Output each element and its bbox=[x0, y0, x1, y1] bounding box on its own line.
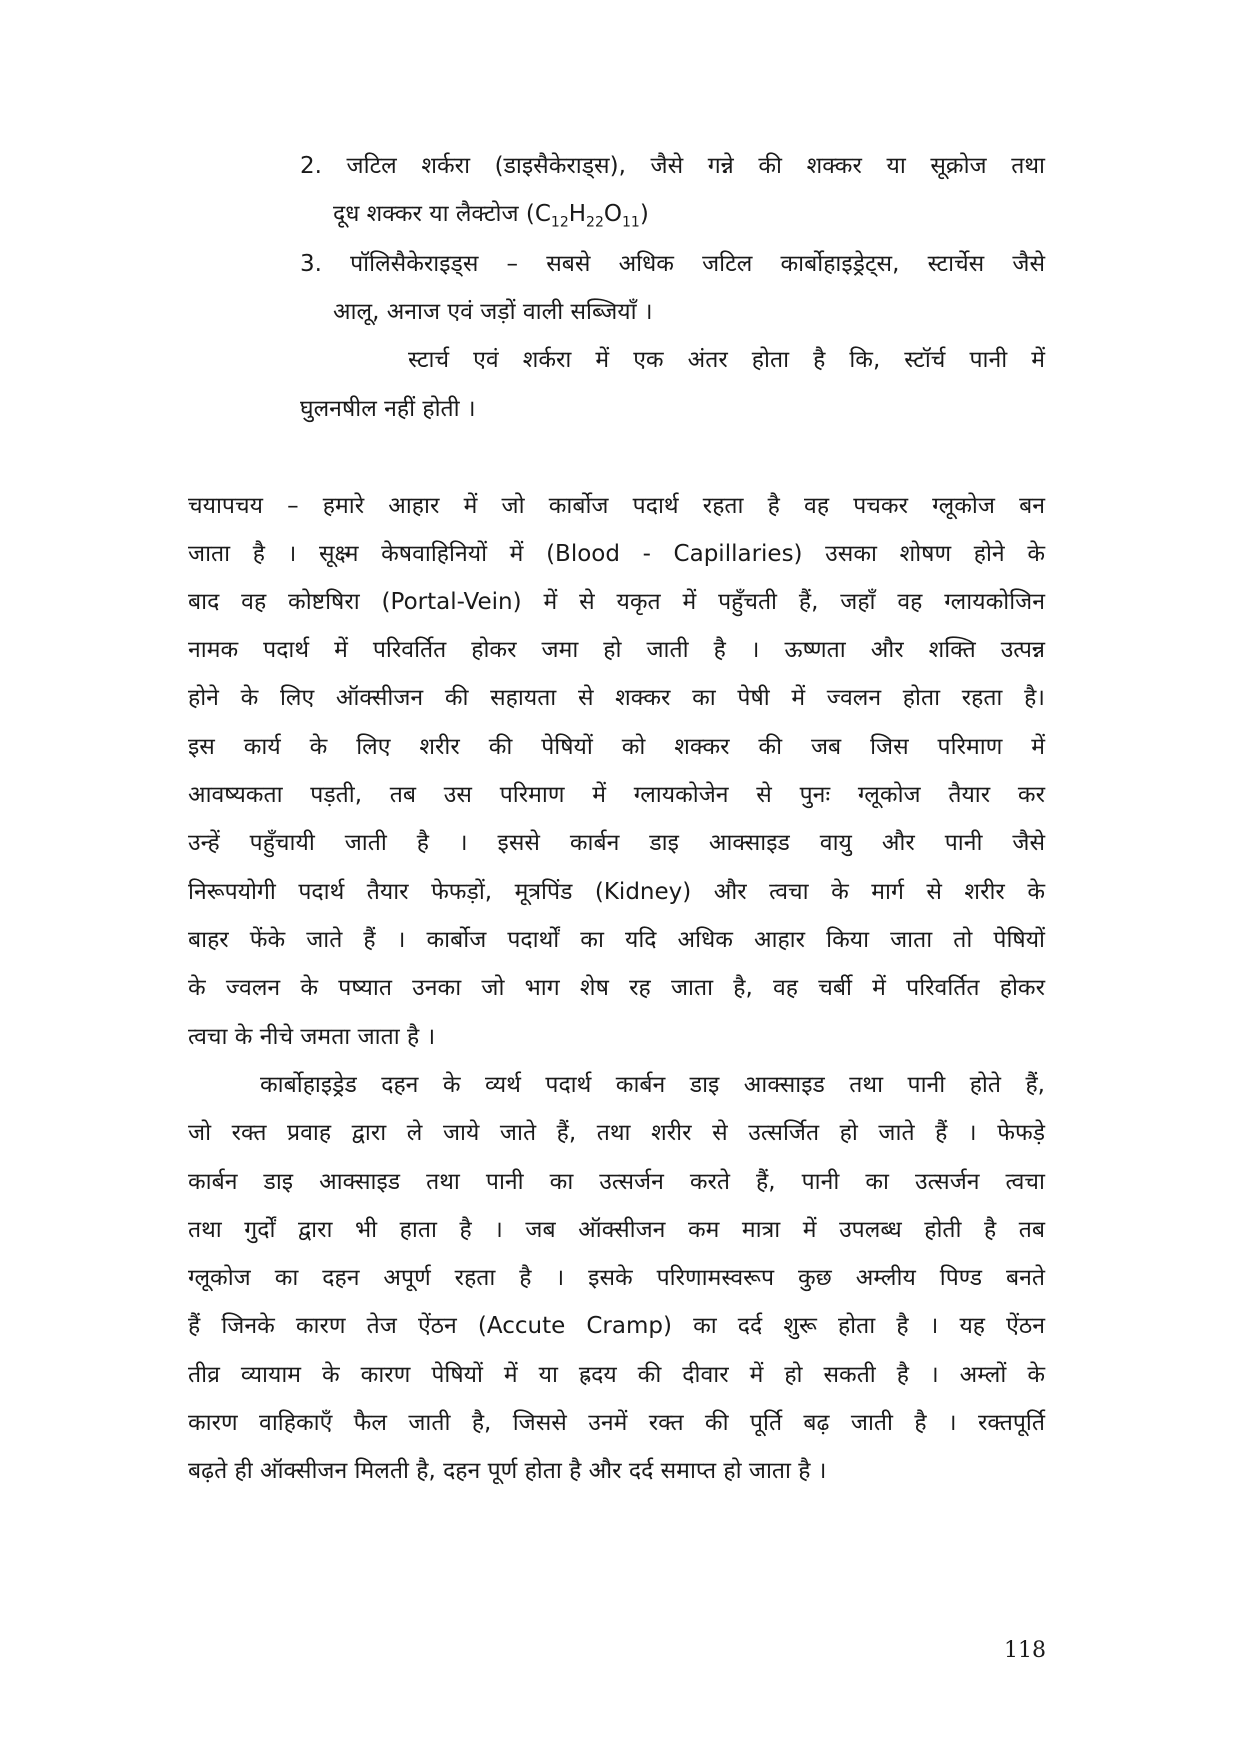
formula-h: H bbox=[568, 201, 587, 227]
paragraph-2-line: तथा गुर्दों द्वारा भी हाता है । जब ऑक्सीजन कम मात्रा में उपलब्ध होती है तब bbox=[188, 1217, 1045, 1243]
paragraph-1-line: आवष्यकता पड़ती, तब उस परिमाण में ग्लायकोजेन से पुनः ग्लूकोज तैयार कर bbox=[188, 782, 1045, 808]
paragraph-2-line: जो रक्त प्रवाह द्वारा ले जाये जाते हैं, तथा शरीर से उत्सर्जित हो जाते हैं । फेफड़े bbox=[188, 1120, 1045, 1146]
formula-close: ) bbox=[639, 201, 649, 227]
note-line-1: स्टार्च एवं शर्करा में एक अंतर होता है कि, स्टॉर्च पानी में bbox=[408, 347, 1045, 373]
paragraph-1-line: जाता है । सूक्ष्म केषवाहिनियों में (Blood - Capillaries) उसका शोषण होने के bbox=[188, 541, 1045, 567]
paragraph-1-line: नामक पदार्थ में परिवर्तित होकर जमा हो जाती है । ऊष्णता और शक्ति उत्पन्न bbox=[188, 637, 1045, 663]
note-line-2: घुलनषील नहीं होती । bbox=[300, 396, 476, 422]
list-item-2-text: दूध शक्कर या लैक्टोज (C bbox=[333, 201, 551, 227]
list-item-3-line-1: 3. पॉलिसैकेराइड्स – सबसे अधिक जटिल कार्बोहाइड्रेट्स, स्टार्चेस जैसे bbox=[300, 251, 1045, 277]
paragraph-2-line: कारण वाहिकाएँ फैल जाती है, जिससे उनमें रक्त की पूर्ति बढ़ जाती है । रक्तपूर्ति bbox=[188, 1410, 1045, 1436]
paragraph-1-line: इस कार्य के लिए शरीर की पेषियों को शक्कर की जब जिस परिमाण में bbox=[188, 734, 1045, 760]
paragraph-1-line: बाद वह कोष्टषिरा (Portal-Vein) में से यकृत में पहुँचती हैं, जहाँ वह ग्लायकोजिन bbox=[188, 589, 1045, 615]
paragraph-2-line: कार्बोहाइड्रेड दहन के व्यर्थ पदार्थ कार्बन डाइ आक्साइड तथा पानी होते हैं, bbox=[260, 1072, 1045, 1098]
paragraph-2-line: बढ़ते ही ऑक्सीजन मिलती है, दहन पूर्ण होता है और दर्द समाप्त हो जाता है । bbox=[188, 1458, 827, 1484]
formula-o: O bbox=[603, 201, 622, 227]
formula-subscript-h: 22 bbox=[586, 214, 604, 231]
paragraph-1-line: चयापचय – हमारे आहार में जो कार्बोज पदार्थ रहता है वह पचकर ग्लूकोज बन bbox=[188, 493, 1045, 519]
paragraph-1-line: होने के लिए ऑक्सीजन की सहायता से शक्कर का पेषी में ज्वलन होता रहता है। bbox=[188, 685, 1045, 711]
page-number: 118 bbox=[1004, 1638, 1046, 1663]
paragraph-1-line: निरूपयोगी पदार्थ तैयार फेफड़ों, मूत्रपिंड (Kidney) और त्वचा के मार्ग से शरीर के bbox=[188, 879, 1045, 905]
list-item-2-line-2 bbox=[333, 198, 1045, 230]
paragraph-1-line: बाहर फेंके जाते हैं । कार्बोज पदार्थों का यदि अधिक आहार किया जाता तो पेषियों bbox=[188, 927, 1045, 953]
paragraph-2-line: तीव्र व्यायाम के कारण पेषियों में या ह्रदय की दीवार में हो सकती है । अम्लों के bbox=[188, 1362, 1045, 1388]
paragraph-1-line: त्वचा के नीचे जमता जाता है । bbox=[188, 1024, 436, 1050]
paragraph-1-line: के ज्वलन के पष्यात उनका जो भाग शेष रह जाता है, वह चर्बी में परिवर्तित होकर bbox=[188, 975, 1045, 1001]
list-item-3-line-2: आलू, अनाज एवं जड़ों वाली सब्जियाँ । bbox=[333, 299, 653, 325]
formula-subscript-c: 12 bbox=[550, 214, 569, 231]
paragraph-1-line: उन्हें पहुँचायी जाती है । इससे कार्बन डाइ आक्साइड वायु और पानी जैसे bbox=[188, 830, 1045, 856]
list-item-2-line-1: 2. जटिल शर्करा (डाइसैकेराड्स), जैसे गन्ने की शक्कर या सूक्रोज तथा bbox=[300, 153, 1045, 179]
paragraph-2-line: कार्बन डाइ आक्साइड तथा पानी का उत्सर्जन करते हैं, पानी का उत्सर्जन त्वचा bbox=[188, 1169, 1045, 1195]
formula-subscript-o: 11 bbox=[621, 214, 640, 231]
paragraph-2-line: हैं जिनके कारण तेज ऐंठन (Accute Cramp) का दर्द शुरू होता है । यह ऐंठन bbox=[188, 1313, 1045, 1339]
paragraph-2-line: ग्लूकोज का दहन अपूर्ण रहता है । इसके परिणामस्वरूप कुछ अम्लीय पिण्ड बनते bbox=[188, 1265, 1045, 1291]
